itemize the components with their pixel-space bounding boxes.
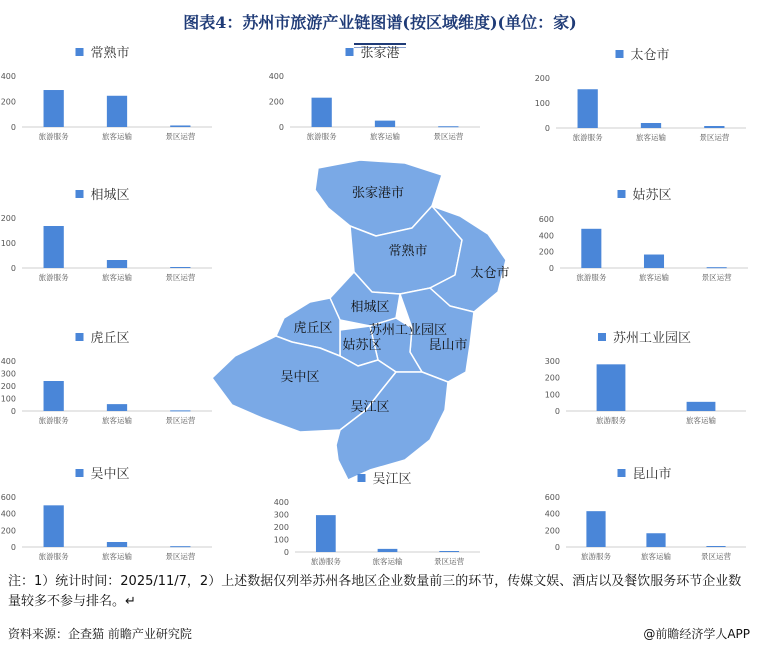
bar bbox=[107, 542, 127, 547]
mini-chart bbox=[1, 330, 212, 425]
x-tick-label: 旅客运输 bbox=[641, 552, 671, 561]
x-tick-label: 旅游服务 bbox=[581, 552, 611, 561]
x-tick-label: 旅客运输 bbox=[639, 273, 669, 282]
y-tick-label: 100 bbox=[544, 390, 560, 400]
x-tick-label: 景区运营 bbox=[701, 273, 732, 282]
x-tick-label: 旅游服务 bbox=[596, 416, 626, 425]
x-tick-label: 旅游服务 bbox=[38, 416, 69, 425]
x-tick-label: 旅客运输 bbox=[102, 132, 132, 141]
chart-title: 姑苏区 bbox=[632, 188, 672, 203]
map-label: 吴江区 bbox=[350, 400, 390, 415]
mini-chart bbox=[1, 45, 212, 141]
x-tick-label: 旅客运输 bbox=[102, 552, 132, 561]
bar bbox=[581, 229, 601, 268]
chart-title: 吴中区 bbox=[90, 467, 130, 482]
brand-text: @前瞻经济学人APP bbox=[643, 627, 750, 641]
x-tick-label: 旅游服务 bbox=[38, 273, 69, 282]
footnote: 注：1）统计时间：2025/11/7，2）上述数据仅列举苏州各地区企业数量前三的环节，传媒文娱、酒店以及餐饮服务环节企业数量较多不参与排名。↵ bbox=[8, 574, 742, 609]
legend-swatch bbox=[76, 190, 84, 198]
y-tick-label: 100 bbox=[0, 239, 16, 248]
y-tick-label: 200 bbox=[0, 526, 16, 536]
y-tick-label: 400 bbox=[538, 231, 554, 241]
bar bbox=[641, 123, 661, 128]
x-tick-label: 旅游服务 bbox=[572, 133, 603, 142]
chart-title: 相城区 bbox=[90, 188, 130, 203]
page-title: 图表4：苏州市旅游产业链图谱(按区域维度)(单位：家) bbox=[183, 13, 577, 32]
bar bbox=[312, 98, 332, 127]
y-tick-label: 0 bbox=[278, 123, 284, 132]
bar bbox=[706, 546, 725, 547]
bar bbox=[316, 515, 336, 552]
x-tick-label: 旅游服务 bbox=[38, 132, 69, 141]
mini-chart bbox=[535, 47, 746, 142]
mini-chart bbox=[269, 45, 480, 141]
bar bbox=[170, 125, 190, 127]
y-tick-label: 0 bbox=[10, 264, 16, 273]
bar bbox=[170, 410, 190, 411]
bar bbox=[646, 533, 665, 547]
y-tick-label: 0 bbox=[10, 407, 16, 416]
chart-title: 苏州工业园区 bbox=[612, 331, 692, 346]
y-tick-label: 0 bbox=[548, 264, 554, 273]
y-tick-label: 600 bbox=[0, 493, 16, 502]
bar bbox=[707, 267, 727, 268]
bar bbox=[107, 260, 127, 268]
x-tick-label: 景区运营 bbox=[433, 132, 464, 141]
y-tick-label: 300 bbox=[544, 357, 560, 366]
legend-swatch bbox=[616, 50, 624, 58]
chart-title: 张家港 bbox=[360, 46, 400, 61]
legend-swatch bbox=[358, 474, 366, 482]
x-tick-label: 景区运营 bbox=[434, 557, 465, 566]
map-label: 苏州工业园区 bbox=[368, 323, 448, 338]
y-tick-label: 100 bbox=[534, 99, 550, 108]
x-tick-label: 旅游服务 bbox=[310, 557, 341, 566]
mini-chart bbox=[545, 467, 746, 561]
mini-chart bbox=[1, 466, 212, 561]
legend-swatch bbox=[618, 190, 626, 198]
bar bbox=[438, 126, 458, 127]
bar bbox=[644, 255, 664, 268]
x-tick-label: 景区运营 bbox=[165, 273, 196, 282]
y-tick-label: 200 bbox=[538, 247, 554, 257]
bar bbox=[44, 381, 64, 411]
y-tick-label: 400 bbox=[268, 72, 284, 81]
x-tick-label: 旅游服务 bbox=[306, 132, 337, 141]
bar bbox=[170, 546, 190, 547]
map-label: 吴中区 bbox=[280, 370, 320, 385]
y-tick-label: 0 bbox=[554, 543, 560, 552]
y-tick-label: 400 bbox=[0, 72, 16, 81]
source-text: 资料来源：企查猫 前瞻产业研究院 bbox=[8, 627, 192, 641]
chart-title: 吴江区 bbox=[372, 472, 412, 487]
bar bbox=[107, 96, 127, 127]
chart-title: 常熟市 bbox=[90, 46, 130, 61]
y-tick-label: 300 bbox=[0, 369, 16, 379]
bar bbox=[44, 90, 64, 127]
bar bbox=[704, 126, 724, 128]
map-label: 虎丘区 bbox=[293, 321, 333, 336]
y-tick-label: 400 bbox=[544, 509, 560, 519]
x-tick-label: 景区运营 bbox=[699, 133, 730, 142]
chart-title: 昆山市 bbox=[632, 467, 672, 482]
map-label: 常熟市 bbox=[388, 244, 428, 259]
map-label: 昆山市 bbox=[428, 338, 468, 353]
bar bbox=[586, 511, 605, 547]
map-label: 太仓市 bbox=[470, 266, 510, 281]
x-tick-label: 旅客运输 bbox=[636, 133, 666, 142]
x-tick-label: 旅客运输 bbox=[370, 132, 400, 141]
y-tick-label: 200 bbox=[0, 214, 16, 223]
mini-chart bbox=[545, 330, 746, 425]
x-tick-label: 旅客运输 bbox=[686, 416, 716, 425]
mini-chart bbox=[1, 187, 212, 282]
y-tick-label: 0 bbox=[10, 123, 16, 132]
bar bbox=[44, 505, 64, 547]
y-tick-label: 400 bbox=[0, 357, 16, 366]
y-tick-label: 0 bbox=[10, 543, 16, 552]
y-tick-label: 200 bbox=[544, 526, 560, 536]
suzhou-map bbox=[212, 160, 506, 480]
y-tick-label: 100 bbox=[0, 394, 16, 404]
y-tick-label: 400 bbox=[273, 498, 289, 507]
x-tick-label: 旅客运输 bbox=[372, 557, 403, 566]
bar bbox=[44, 226, 64, 268]
y-tick-label: 600 bbox=[538, 215, 554, 224]
legend-swatch bbox=[76, 469, 84, 477]
y-tick-label: 200 bbox=[544, 373, 560, 383]
chart-title: 太仓市 bbox=[630, 48, 670, 63]
x-tick-label: 景区运营 bbox=[165, 552, 196, 561]
bar bbox=[170, 267, 190, 268]
y-tick-label: 0 bbox=[544, 124, 550, 133]
legend-swatch bbox=[76, 48, 84, 56]
x-tick-label: 旅游服务 bbox=[576, 273, 607, 282]
bar bbox=[107, 404, 127, 411]
y-tick-label: 300 bbox=[273, 510, 289, 520]
bar bbox=[375, 121, 395, 127]
mini-chart bbox=[539, 187, 748, 282]
map-label: 姑苏区 bbox=[342, 338, 382, 353]
legend-swatch bbox=[76, 333, 84, 341]
map-label: 张家港市 bbox=[351, 186, 405, 201]
bar bbox=[378, 549, 398, 552]
x-tick-label: 旅客运输 bbox=[102, 416, 132, 425]
x-tick-label: 景区运营 bbox=[165, 132, 196, 141]
y-tick-label: 0 bbox=[283, 548, 289, 557]
x-tick-label: 旅客运输 bbox=[102, 273, 132, 282]
y-tick-label: 200 bbox=[268, 97, 284, 107]
mini-chart bbox=[274, 472, 480, 566]
x-tick-label: 景区运营 bbox=[701, 552, 731, 561]
y-tick-label: 200 bbox=[0, 97, 16, 107]
y-tick-label: 400 bbox=[0, 509, 16, 519]
y-tick-label: 0 bbox=[554, 407, 560, 416]
x-tick-label: 旅游服务 bbox=[38, 552, 69, 561]
bar bbox=[439, 551, 459, 552]
y-tick-label: 200 bbox=[534, 74, 550, 83]
y-tick-label: 200 bbox=[0, 382, 16, 391]
bar bbox=[687, 402, 716, 411]
map-label: 相城区 bbox=[350, 300, 390, 315]
y-tick-label: 200 bbox=[273, 523, 289, 532]
legend-swatch bbox=[618, 469, 626, 477]
y-tick-label: 600 bbox=[544, 493, 560, 502]
bar bbox=[578, 89, 598, 128]
y-tick-label: 100 bbox=[273, 535, 289, 545]
chart-title: 虎丘区 bbox=[90, 331, 130, 346]
bar bbox=[597, 364, 626, 411]
legend-swatch bbox=[346, 48, 354, 56]
legend-swatch bbox=[598, 333, 606, 341]
x-tick-label: 景区运营 bbox=[165, 416, 196, 425]
